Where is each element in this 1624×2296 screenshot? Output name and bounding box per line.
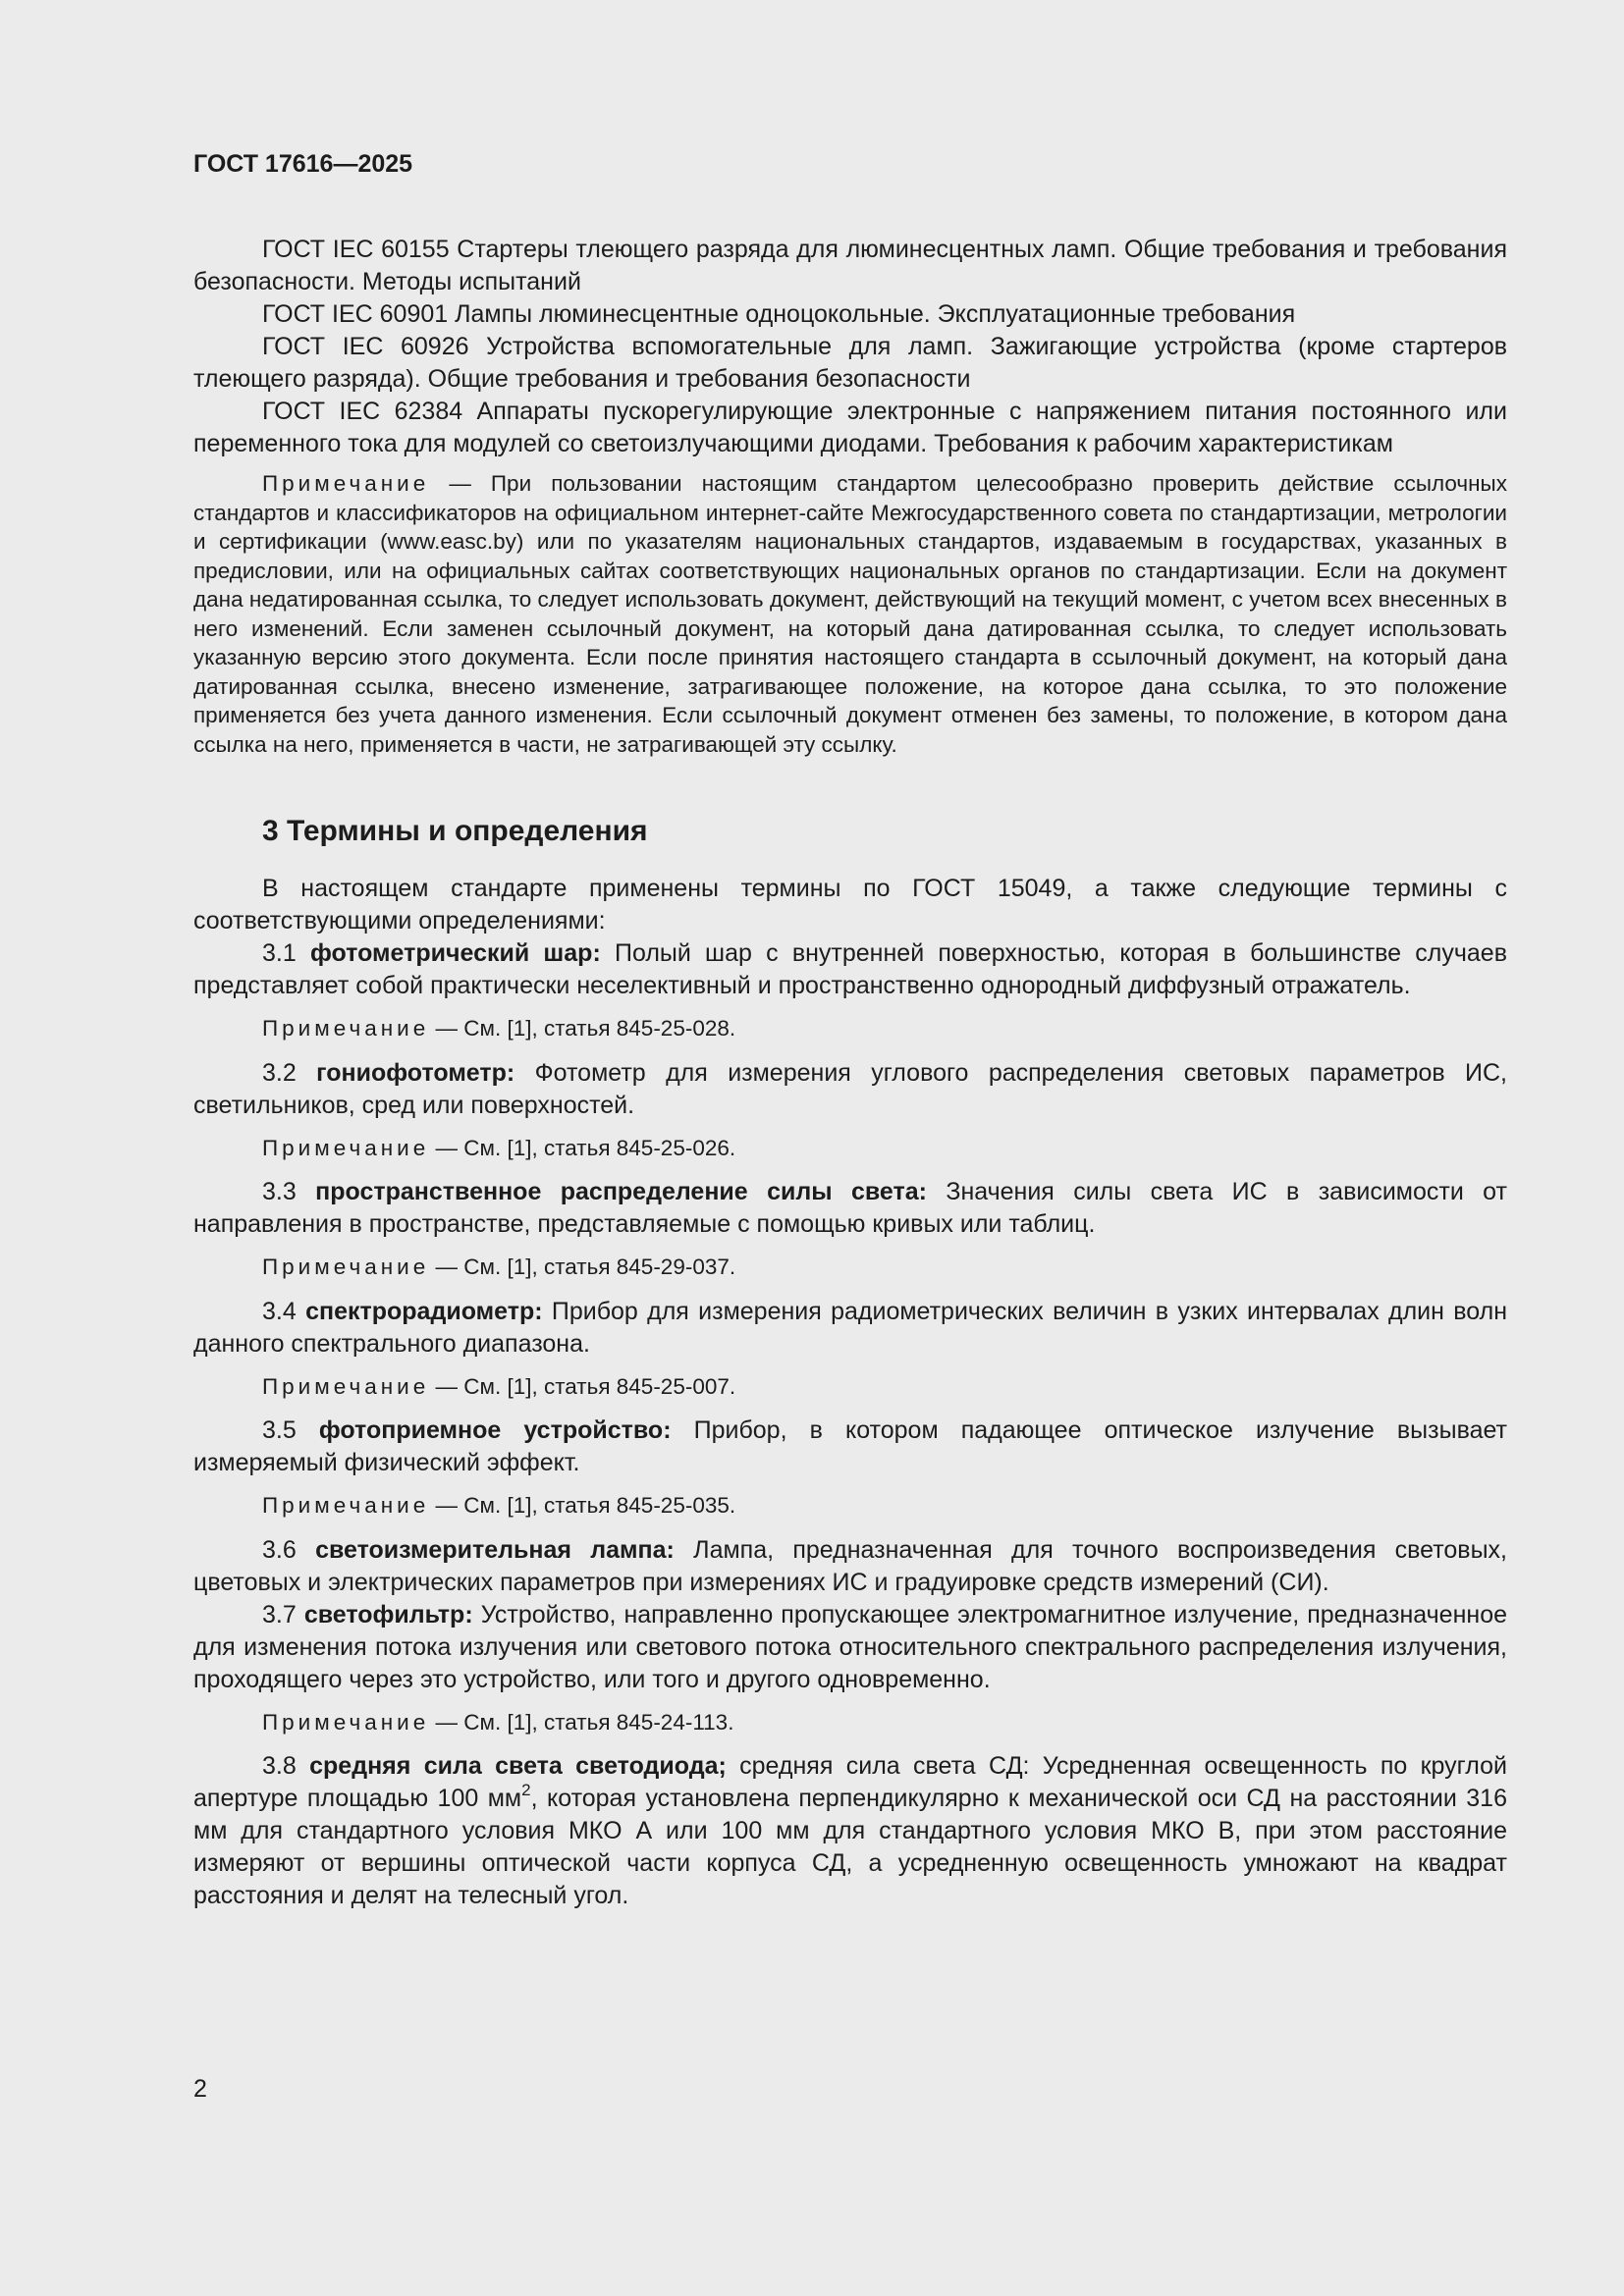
note-label: Примечание: [262, 1709, 430, 1735]
term-definition: Устройство, направленно пропускающее электромагнитное излучение, предназначенное для изменения потока излучения или светового потока относительного спектрального распределения излучения, проходящего через это устройство, или того и другого одновременно.: [193, 1600, 1508, 1693]
note-label: Примечание: [262, 471, 430, 496]
term-definition: средняя сила света СД: Усредненная освещенность по круглой апертуре площадью 100 мм: [193, 1752, 1507, 1812]
term-note: [193, 1134, 1507, 1163]
term-definition: Прибор, в котором падающее оптическое излучение вызывает измеряемый физический эффект.: [193, 1416, 1508, 1476]
term-number: 3.5: [262, 1416, 297, 1444]
term-note: [193, 1491, 1507, 1521]
term-name: светоизмерительная лампа:: [315, 1535, 675, 1564]
term-number: 3.2: [262, 1058, 297, 1087]
term-entry: [193, 1296, 1507, 1361]
term-entry: [193, 937, 1507, 1002]
document-header: ГОСТ 17616—2025: [193, 150, 413, 178]
term-note: [193, 1372, 1507, 1402]
note-label: Примечание: [262, 1493, 430, 1518]
term-definition: Полый шар с внутренней поверхностью, которая в большинстве случаев представляет собой практически неселективный и пространственно однородный диффузный отражатель.: [193, 939, 1507, 999]
section-intro: В настоящем стандарте применены термины по ГОСТ 15049, а также следующие термины с соответствующими определениями:: [193, 875, 1507, 934]
term-name: пространственное распределение силы света:: [315, 1178, 927, 1205]
term-name: фотоприемное устройство:: [318, 1416, 672, 1444]
term-entry: [193, 1415, 1507, 1479]
normative-references: [193, 234, 1507, 460]
note-text: — См. [1], статья 845-29-037.: [435, 1255, 736, 1279]
page-number: 2: [193, 2075, 207, 2103]
term-definition: Значения силы света ИС в зависимости от направления в пространстве, представляемые с помощью кривых или таблиц.: [193, 1178, 1507, 1238]
note-label: Примечание: [262, 1373, 430, 1399]
note-text: — См. [1], статья 845-25-026.: [435, 1135, 736, 1160]
term-definition: Лампа, предназначенная для точного воспроизведения световых, цветовых и электрических параметров при измерениях ИС и градуировке средств измерений (СИ).: [193, 1535, 1507, 1596]
term-number: 3.8: [262, 1752, 297, 1780]
note-label: Примечание: [262, 1016, 430, 1041]
term-name: спектрорадиометр:: [305, 1297, 543, 1325]
note-text: — См. [1], статья 845-25-028.: [435, 1016, 736, 1041]
reference-item: ГОСТ IEC 60926 Устройства вспомогательные для ламп. Зажигающие устройства (кроме стартеров тлеющего разряда). Общие требования и требования безопасности: [193, 333, 1507, 393]
section-heading: 3 Термины и определения: [262, 815, 648, 847]
term-entry: [193, 1057, 1507, 1122]
note-text: — См. [1], статья 845-25-007.: [435, 1373, 736, 1399]
term-number: 3.7: [262, 1600, 297, 1629]
note-label: Примечание: [262, 1255, 430, 1279]
term-number: 3.6: [262, 1535, 297, 1564]
note-text: — См. [1], статья 845-25-035.: [435, 1493, 736, 1518]
term-number: 3.3: [262, 1178, 297, 1205]
term-note: [193, 1014, 1507, 1043]
term-definition: Прибор для измерения радиометрических величин в узких интервалах длин волн данного спектрального диапазона.: [193, 1297, 1507, 1358]
term-name: гониофотометр:: [316, 1058, 515, 1087]
note-text: — См. [1], статья 845-24-113.: [435, 1709, 734, 1735]
note-text: — При пользовании настоящим стандартом целесообразно проверить действие ссылочных стандартов и классификаторов на официальном интернет-сайте Межгосударственного совета по стандартизации, метрологии и сертификации (www.easc.by) или по указателям национальных стандартов, издаваемым в государствах, указанных в предисловии, или на официальных сайтах соответствующих национальных органов по стандартизации. Если на документ дана недатированная ссылка, то следует использовать документ, действующий на текущий момент, с учетом всех внесенных в него изменений. Если заменен ссылочный документ, на который дана датированная ссылка, то следует использовать указанную версию этого документа. Если после принятия настоящего стандарта в ссылочный документ, на который дана датированная ссылка, внесено изменение, затрагивающее положение, на которое дана ссылка, то это положение применяется без учета данного изменения. Если ссылочный документ отменен без замены, то положение, в котором дана ссылка на него, применяется в части, не затрагивающей эту ссылку.: [193, 471, 1507, 757]
term-entry: [193, 1750, 1507, 1912]
term-note: [193, 1708, 1507, 1737]
term-name: фотометрический шар:: [309, 939, 601, 967]
reference-item: ГОСТ IEC 60901 Лампы люминесцентные одноцокольные. Эксплуатационные требования: [262, 300, 1296, 328]
term-note: [193, 1253, 1507, 1282]
superscript: 2: [521, 1780, 531, 1799]
note-label: Примечание: [262, 1135, 430, 1160]
references-note: [193, 469, 1507, 759]
term-name: светофильтр:: [303, 1600, 473, 1629]
reference-item: ГОСТ IEC 62384 Аппараты пускорегулирующие электронные с напряжением питания постоянного или переменного тока для модулей со светоизлучающими диодами. Требования к рабочим характеристикам: [193, 398, 1507, 457]
term-number: 3.1: [262, 939, 297, 967]
term-number: 3.4: [262, 1297, 297, 1325]
term-name: средняя сила света светодиода;: [309, 1752, 727, 1780]
term-entry: [193, 1176, 1507, 1241]
reference-item: ГОСТ IEC 60155 Стартеры тлеющего разряда для люминесцентных ламп. Общие требования и требования безопасности. Методы испытаний: [193, 236, 1507, 295]
document-page: [193, 147, 1507, 1912]
term-definition: Фотометр для измерения углового распределения световых параметров ИС, светильников, сред или поверхностей.: [193, 1058, 1508, 1119]
term-definition: , которая установлена перпендикулярно к механической оси СД на расстоянии 316 мм для стандартного условия МКО А или 100 мм для стандартного условия МКО В, при этом расстояние измеряют от вершины оптической части корпуса СД, а усредненную освещенность умножают на квадрат расстояния и делят на телесный угол.: [193, 1785, 1507, 1909]
term-entry: [193, 1599, 1507, 1696]
term-entry: [193, 1534, 1507, 1599]
